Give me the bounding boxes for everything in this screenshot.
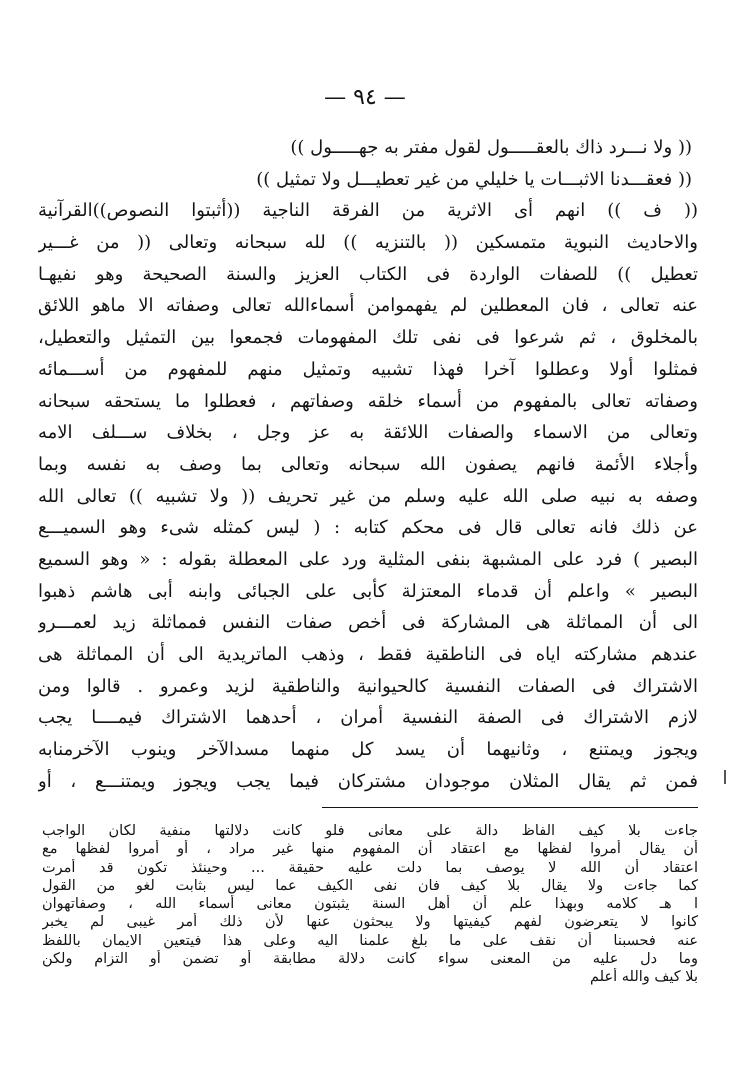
text-line: الاشتراك فى الصفات النفسية كالحيوانية والناطقية لزيد وعمرو . قالوا ومن <box>38 675 698 697</box>
text-line: وصفاته تعالى بالمفهوم من أسماء خلقه وصفاتهم ، فعطلوا ما يستحقه سبحانه <box>38 390 698 412</box>
text-line: لازم الاشتراك فى الصفة النفسية أمران ، أحدهما الاشتراك فيمــــا يجب <box>38 707 698 729</box>
footnote-separator <box>322 807 698 808</box>
footnote-line: كانوا لا يتعرضون لفهم كيفيتها ولا يبحثون عنها لأن ذلك أمر غيبى لم يخبر <box>42 914 698 931</box>
text-line: بالمخلوق ، ثم شرعوا فى نفى تلك المفهومات فجمعوا بين التمثيل والتعطيل، <box>38 327 698 349</box>
text-line: وتعالى من الاسماء والصفات اللائقة به عز وجل ، بخلاف ســـلف الامه <box>38 422 698 444</box>
footnote-line: ا هـ كلامه وبهذا علم أن أهل السنة يثبتون معانى أسماء الله ، وصفاتهوان <box>42 896 698 913</box>
text-line: والاحاديث النبوية متمسكين (( بالتنزيه )) لله سبحانه وتعالى (( من غـــير <box>38 232 698 254</box>
text-line: البصير » واعلم أن قدماء المعتزلة كأبى على الجبائى وابنه أبى هاشم ذهبوا <box>38 580 698 602</box>
text-line: تعطيل )) للصفات الواردة فى الكتاب العزيز والسنة الصحيحة وهو نفيهـا <box>38 263 698 285</box>
footnote-block <box>42 822 698 987</box>
text-line: فمثلوا أولا وعطلوا آخرا فهذا تشبيه وتمثيل منهم للمفهوم من أســـمائه <box>38 358 698 380</box>
text-line: عن ذلك فانه تعالى قال فى محكم كتابه : ( ليس كمثله شىء وهو السميـــع <box>38 517 698 539</box>
footnote-line: بلا كيف والله أعلم <box>590 969 698 986</box>
text-line: ويجوز ويمتنع ، وثانيهما أن يسد كل منهما مسدالآخر وينوب الآخرمنابه <box>38 739 698 761</box>
footnote-line: أن يقال أمروا لفظها مع اعتقاد أن المفهوم منها غير مراد ، أو أمروا لفظها مع <box>42 841 698 858</box>
text-line: (( ف )) انهم أى الاثرية من الفرقة الناجية ((أثبتوا النصوص))القرآنية <box>38 200 698 222</box>
footnote-line: كما جاءت ولا يقال بلا كيف فان نفى الكيف عما ليس بثابت لغو من القول <box>42 877 698 894</box>
footnote-line: جاءت بلا كيف الفاظ دالة على معانى فلو كانت دلالتها منفية لكان الواجب <box>42 823 698 839</box>
footnote-line: وما دل عليه من المعنى سواء كانت دلالة مطابقة أو تضمن أو التزام ولكن <box>42 951 698 968</box>
text-line: عنه تعالى ، فان المعطلين لم يفهموامن أسماءالله تعالى وصفاته الا ماهو اللائق <box>38 295 698 317</box>
text-line: البصير ) فرد على المشبهة بنفى المثلية ورد على المعطلة بقوله : « وهو السميع <box>38 548 698 570</box>
text-line: عندهم مشاركته اياه فى الناطقية فقط ، وذهب الماتريدية الى أن المماثلة هى <box>38 644 698 665</box>
text-line: وصفه به نبيه صلى الله عليه وسلم من غير تحريف (( ولا تشبيه )) تعالى الله <box>38 485 698 507</box>
text-line: الى أن المماثلة هى المشاركة فى أخص صفات النفس فمماثلة زيد لعمـــرو <box>38 612 698 634</box>
footnote-line: عنه فحسبنا أن نقف على ما بلغ علمنا اليه وعلى هذا فيتعين الايمان باللفظ <box>42 932 698 949</box>
verse-line: (( ولا نـــرد ذاك بالعقـــــول لقول مفتر به جهـــــول )) <box>290 137 692 158</box>
main-text-body <box>38 132 698 797</box>
page-number: — ٩٤ — <box>324 85 406 110</box>
text-line: وأجلاء الأئمة فانهم يصفون الله سبحانه وتعالى بما وصف به نفسه وبما <box>38 453 698 475</box>
text-line: فمن ثم يقال المثلان موجودان مشتركان فيما يجب ويجوز ويمتنـــع ، أو <box>38 770 698 792</box>
footnote-line: اعتقاد أن الله لا يوصف بما دلت عليه حقيقة ... وحينئذ تكون قد أمرت <box>42 859 698 876</box>
verse-line: (( فعقـــدنا الاثبـــات يا خليلي من غير تعطيـــل ولا تمثيل )) <box>256 168 692 190</box>
margin-mark <box>724 770 726 784</box>
